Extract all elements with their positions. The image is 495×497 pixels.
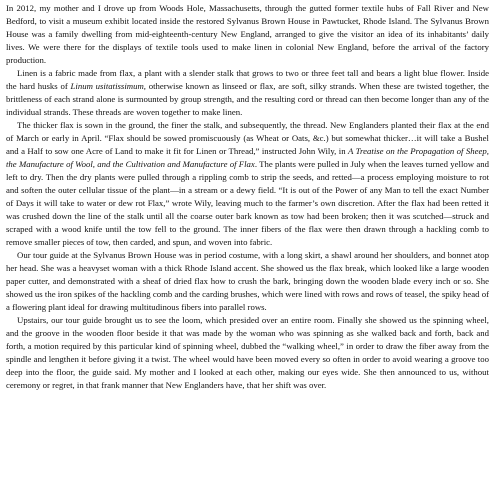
- paragraph-2-species-name: Linum usitatissimum: [70, 81, 144, 91]
- paragraph-2-text-a: Linen is a fabric made from flax, a plant with a slender stalk that grows to two or three feet tall and bears a light blue flower. Inside the hard husks of: [6, 68, 489, 91]
- paragraph-2: [6, 67, 489, 119]
- paragraph-4: [6, 249, 489, 314]
- paragraph-3-text-a: The thicker flax is sown in the ground, the finer the stalk, and subsequently, the thread. New Englanders planted their flax at the end of March or early in April. “Flax should be sowed promiscuously (as Wheat or Oats, &c.) but somewhat thicker…it will take a Bushel and a Half to sow one Acre of Land to make it fit for Linen or Thread,” instructed John Wily, in: [6, 120, 489, 156]
- paragraph-2-text-b: , otherwise known as linseed or flax, are soft, silky strands. When these are twisted together, the brittleness of each strand alone is surmounted by group strength, and the resulting cord or thread can then become longer than any of the individual strands. These threads are woven together to make linen.: [6, 81, 490, 117]
- paragraph-3-text-b: . The plants were pulled in July when the leaves turned yellow and left to dry. Then the dry plants were pulled through a rippling comb to strip the seeds, and retted—a process employing moisture to rot and soften the outer cellular tissue of the plant—in a stream or a dewy field. “It is out of the Power of any Man to tell the exact Number of Days it will take to water or dew rot Flax,” wrote Wily, leaving much to the farmer’s own discretion. After the flax had been retted it was crushed down the line of the stalk until all the coarse outer bark known as tow had been broken; then it was scutched—struck and scraped with a wood knife until the tow fell to the ground. The inner fibers of the flax were then drawn through a hackling comb to remove smaller pieces of tow, then carded, and spun, and woven into fabric.: [6, 159, 489, 247]
- paragraph-1-text: In 2012, my mother and I drove up from Woods Hole, Massachusetts, through the gutted former textile hubs of Fall River and New Bedford, to visit a museum exhibit located inside the restored Sylvanus Brown House in Pawtucket, Rhode Island. The Sylvanus Brown House was a family dwelling from mid-eighteenth-century New England, arranged to give the visitor an idea of its inhabitants’ daily lives. We were there for the displays of textile tools used to make linen in colonial New England, before the arrival of the factory production.: [6, 3, 489, 65]
- paragraph-5: [6, 314, 489, 392]
- paragraph-1: [6, 2, 489, 67]
- paragraph-5-text: Upstairs, our tour guide brought us to see the loom, which presided over an entire room. Finally she showed us the spinning wheel, and the groove in the wooden floor beside it that was made by the woman who was spinning as she walked back and forth, back and forth, a motion required by this particular kind of spinning wheel, dubbed the “walking wheel,” in order to draw the fiber away from the spindle and lengthen it before giving it a twist. The wheel would have been moved every so often in order to avoid wearing a groove too deep into the floor, the guide said. My mother and I looked at each other, making our eyes wide. She then announced to us, without ceremony or regret, in that frank manner that New Englanders have, that her shift was over.: [6, 315, 489, 390]
- paragraph-4-text: Our tour guide at the Sylvanus Brown House was in period costume, with a long skirt, a shawl around her shoulders, and bonnet atop her head. She was a heavyset woman with a thick Rhode Island accent. She showed us the flax break, which looked like a large wooden paper cutter, and demonstrated with a sheaf of dried flax how to crush the bark, bringing down the wooden blade every inch or so. She showed us the iron spikes of the hackling comb and the carding brushes, which were lined with rows and rows of teasel, the spiky head of a flowering plant ideal for drawing multitudinous fibers into parallel rows.: [6, 250, 489, 312]
- paragraph-3: [6, 119, 489, 249]
- paragraph-3-book-title: A Treatise on the Propagation of Sheep, the Manufacture of Wool, and the Cultivation and Manufacture of Flax: [6, 146, 489, 169]
